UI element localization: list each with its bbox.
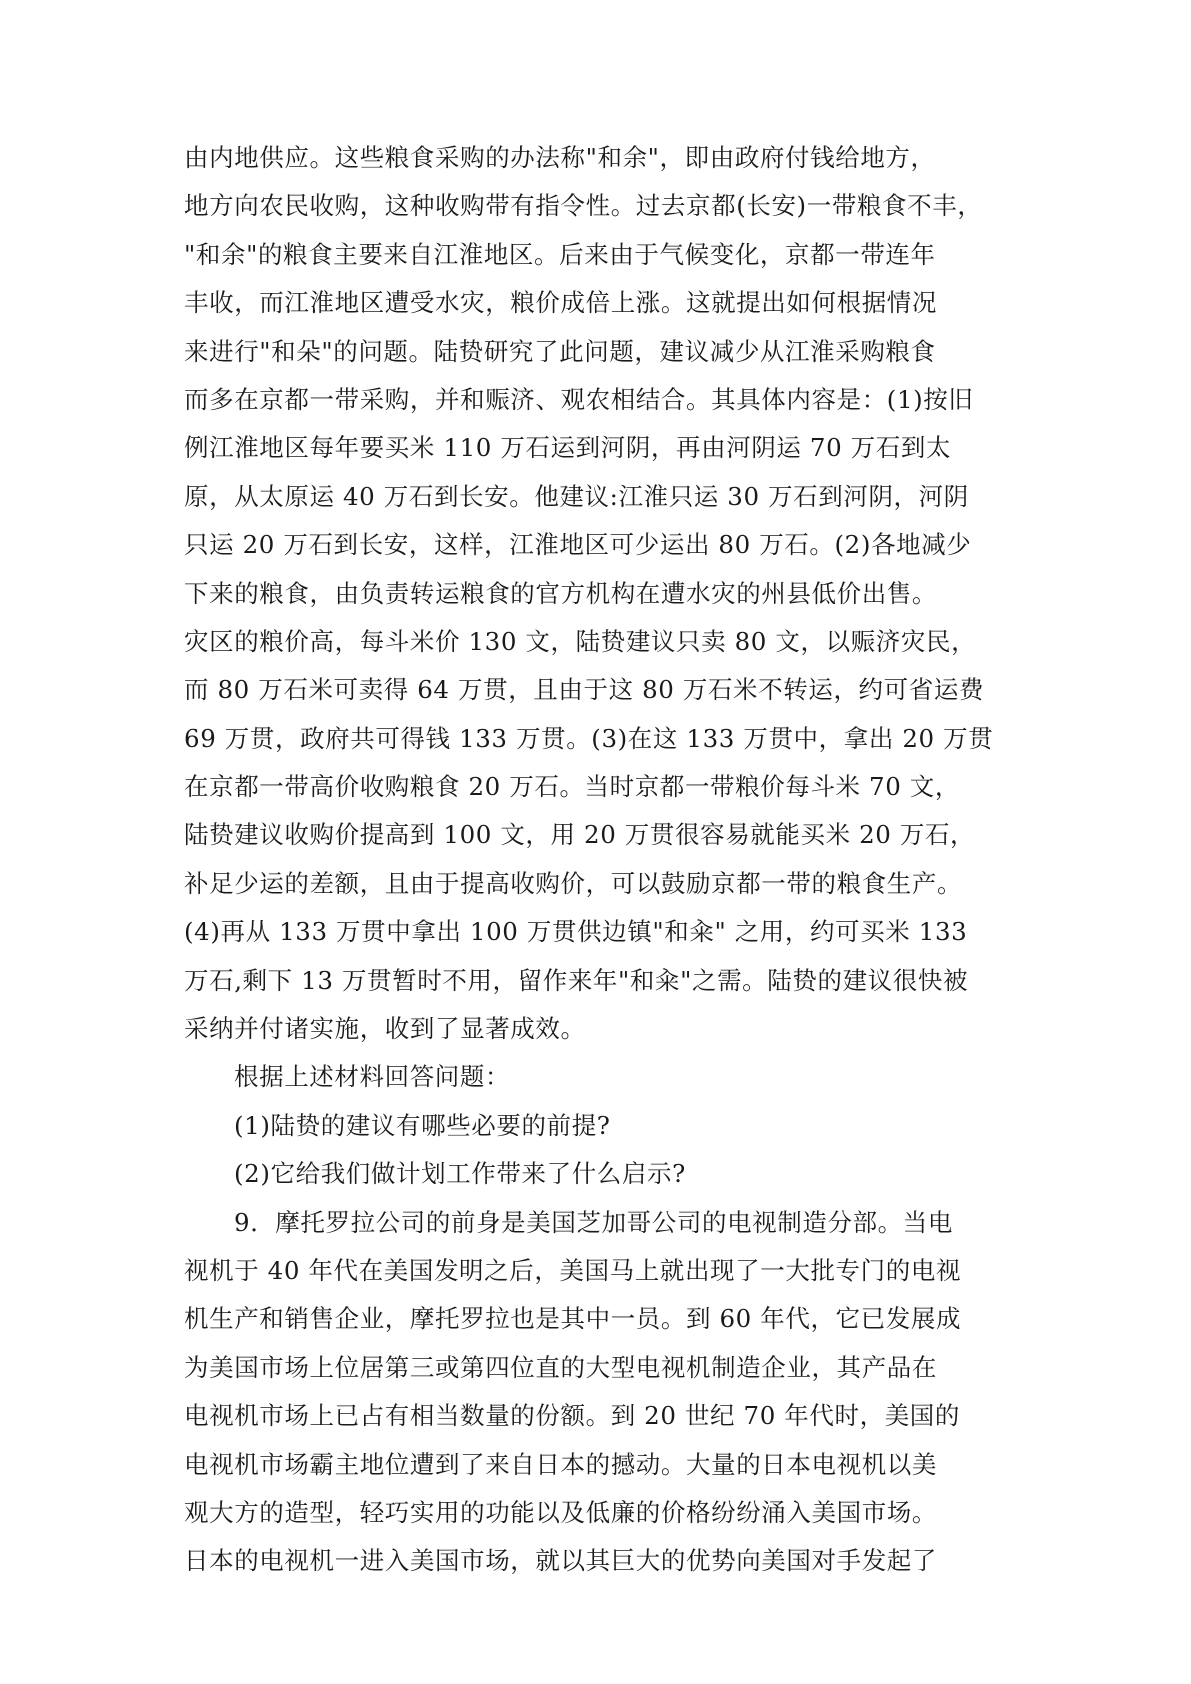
text-line: 采纳并付诸实施，收到了显著成效。 [184, 1014, 586, 1044]
question-intro: 根据上述材料回答问题： [234, 1062, 511, 1092]
text-line: 电视机市场霸主地位遭到了来自日本的撼动。大量的日本电视机以美 [184, 1449, 937, 1479]
text-line: 只运 20 万石到长安，这样，江淮地区可少运出 80 万石。(2)各地减少 [184, 530, 972, 560]
text-line: 69 万贯，政府共可得钱 133 万贯。(3)在这 133 万贯中，拿出 20 万贯 [184, 723, 994, 753]
text-line: 地方向农民收购，这种收购带有指令性。过去京都(长安)一带粮食不丰， [184, 191, 983, 221]
text-line: 补足少运的差额，且由于提高收购价，可以鼓励京都一带的粮食生产。 [184, 868, 963, 898]
text-line: 而 80 万石米可卖得 64 万贯，且由于这 80 万石米不转运，约可省运费 [184, 675, 985, 705]
question-item: (2)它给我们做计划工作带来了什么启示? [234, 1159, 686, 1189]
text-line: 灾区的粮价高，每斗米价 130 文，陆贽建议只卖 80 文，以赈济灾民， [184, 626, 977, 656]
body-text [184, 134, 1024, 1586]
text-line: 陆贽建议收购价提高到 100 文，用 20 万贯很容易就能买米 20 万石， [184, 820, 976, 850]
text-line: 在京都一带高价收购粮食 20 万石。当时京都一带粮价每斗米 70 文， [184, 772, 960, 802]
text-line: 视机于 40 年代在美国发明之后，美国马上就出现了一大批专门的电视 [184, 1255, 962, 1285]
text-line: 例江淮地区每年要买米 110 万石运到河阴，再由河阴运 70 万石到太 [184, 433, 952, 463]
text-line: 原，从太原运 40 万石到长安。他建议:江淮只运 30 万石到河阴，河阴 [184, 481, 969, 511]
text-line: 为美国市场上位居第三或第四位直的大型电视机制造企业，其产品在 [184, 1352, 937, 1382]
case-heading-line: 9．摩托罗拉公司的前身是美国芝加哥公司的电视制造分部。当电 [234, 1207, 953, 1237]
text-line: (4)再从 133 万贯中拿出 100 万贯供边镇"和籴" 之用，约可买米 133 [184, 917, 968, 947]
text-line: 丰收，而江淮地区遭受水灾，粮价成倍上涨。这就提出如何根据情况 [184, 288, 937, 318]
text-line: 由内地供应。这些粮食采购的办法称"和余"，即由政府付钱给地方， [184, 143, 936, 172]
text-line: 机生产和销售企业，摩托罗拉也是其中一员。到 60 年代，它已发展成 [184, 1304, 962, 1334]
text-line: 万石,剩下 13 万贯暂时不用，留作来年"和籴"之需。陆贽的建议很快被 [184, 965, 969, 995]
text-line: 观大方的造型，轻巧实用的功能以及低廉的价格纷纷涌入美国市场。 [184, 1497, 937, 1527]
text-line: 而多在京都一带采购，并和赈济、观农相结合。其具体内容是：(1)按旧 [184, 384, 974, 414]
text-line: 日本的电视机一进入美国市场，就以其巨大的优势向美国对手发起了 [184, 1546, 937, 1576]
text-line: 电视机市场上已占有相当数量的份额。到 20 世纪 70 年代时，美国的 [184, 1401, 960, 1431]
text-line: 下来的粮食，由负责转运粮食的官方机构在遭水灾的州县低价出售。 [184, 578, 937, 608]
question-item: (1)陆贽的建议有哪些必要的前提? [234, 1110, 611, 1140]
text-line: "和余"的粮食主要来自江淮地区。后来由于气候变化，京都一带连年 [184, 239, 936, 269]
text-line: 来进行"和朵"的问题。陆贽研究了此问题，建议减少从江淮采购粮食 [184, 336, 936, 366]
